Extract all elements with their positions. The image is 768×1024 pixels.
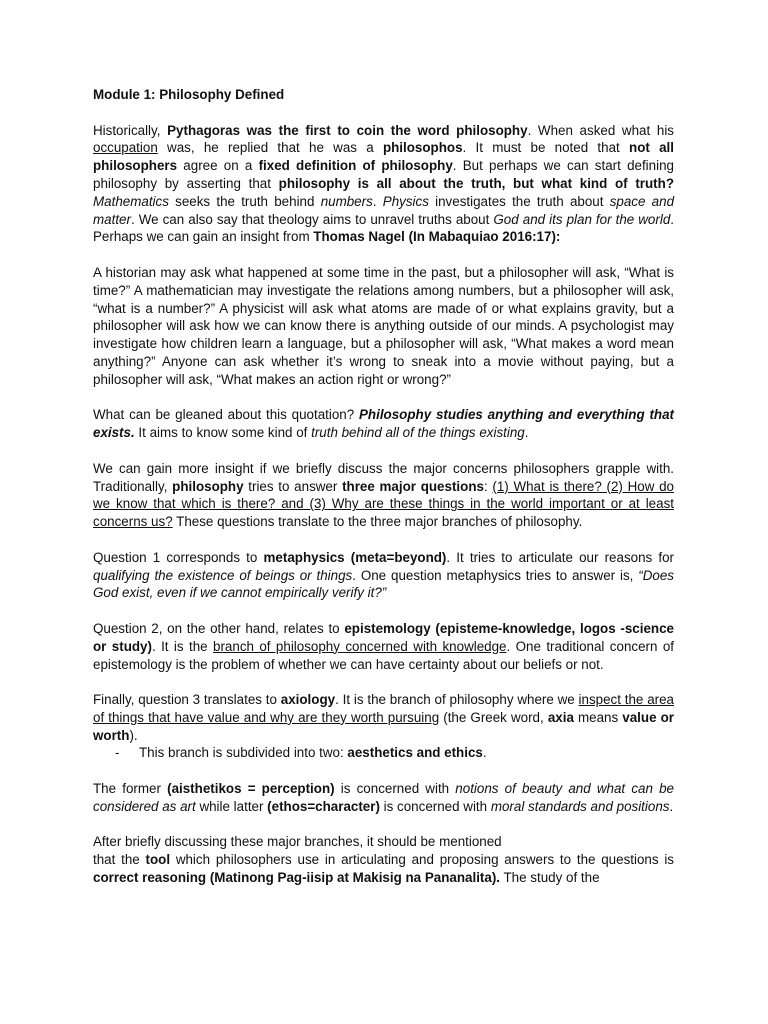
document-page: [93, 86, 674, 887]
bullet-text: This branch is subdivided into two: aesthetics and ethics.: [139, 745, 487, 761]
bullet-dash: -: [115, 745, 120, 761]
paragraph-metaphysics: Question 1 corresponds to metaphysics (meta=beyond). It tries to articulate our reasons for qualifying the existence of beings or things. One question metaphysics tries to answer is, “Does God exist, even if we cannot empirically verify it?”: [93, 549, 675, 601]
paragraph-epistemology: Question 2, on the other hand, relates to epistemology (episteme-knowledge, logos -science or study). It is the branch of philosophy concerned with knowledge. One traditional concern of epistemology is the problem of whether we can have certainty about our beliefs or not.: [93, 620, 675, 672]
paragraph-reasoning-first-line: After briefly discussing these major branches, it should be mentioned: [93, 834, 502, 850]
bullet-item-axiology-branches: [93, 744, 674, 762]
paragraph-three-questions: We can gain more insight if we briefly discuss the major concerns philosophers grapple with. Traditionally, philosophy tries to answer three major questions: (1) What is there? (2) How do we know that which is there? and (3) Why are these things in the world important or at least concerns us? These questions translate to the three major branches of philosophy.: [93, 460, 674, 530]
module-title: Module 1: Philosophy Defined: [93, 87, 285, 102]
paragraph-history: Historically, Pythagoras was the first to coin the word philosophy. When asked what his occupation was, he replied that he was a philosophos. It must be noted that not all philosophers agree on a fixed definition of philosophy. But perhaps we can start defining philosophy by asserting that philosophy is all about the truth, but what kind of truth? Mathematics seeks the truth behind numbers. Physics investigates the truth about space and matter. We can also say that theology aims to unravel truths about God and its plan for the world. Perhaps we can gain an insight from Thomas Nagel (In Mabaquiao 2016:17):: [93, 122, 675, 245]
paragraph-quotation-gleaned: What can be gleaned about this quotation? Philosophy studies anything and everything that exists. It aims to know some kind of truth behind all of the things existing.: [93, 407, 674, 441]
paragraph-aesthetics-ethics: The former (aisthetikos = perception) is concerned with notions of beauty and what can be considered as art while latter (ethos=character) is concerned with moral standards and positions.: [93, 781, 674, 814]
paragraph-nagel-quote: A historian may ask what happened at some time in the past, but a philosopher will ask, “What is time?” A mathematician may investigate the relations among numbers, but a philosopher will ask, “what is a number?” A physicist will ask what atoms are made of or what explains gravity, but a philosopher will ask how we can know there is anything outside of our minds. A psychologist may investigate how children learn a language, but a philosopher will ask, “What makes a word mean anything?” Anyone can ask whether it’s wrong to sneak into a movie without paying, but a philosopher will ask, “What makes an action right or wrong?”: [93, 264, 674, 387]
paragraph-axiology: Finally, question 3 translates to axiology. It is the branch of philosophy where we inspect the area of things that have value and why are they worth pursuing (the Greek word, axia means value or worth).: [93, 692, 675, 743]
paragraph-reasoning: that the tool which philosophers use in articulating and proposing answers to the questions is correct reasoning (Matinong Pag-iisip at Makisig na Pananalita). The study of the: [93, 852, 674, 886]
